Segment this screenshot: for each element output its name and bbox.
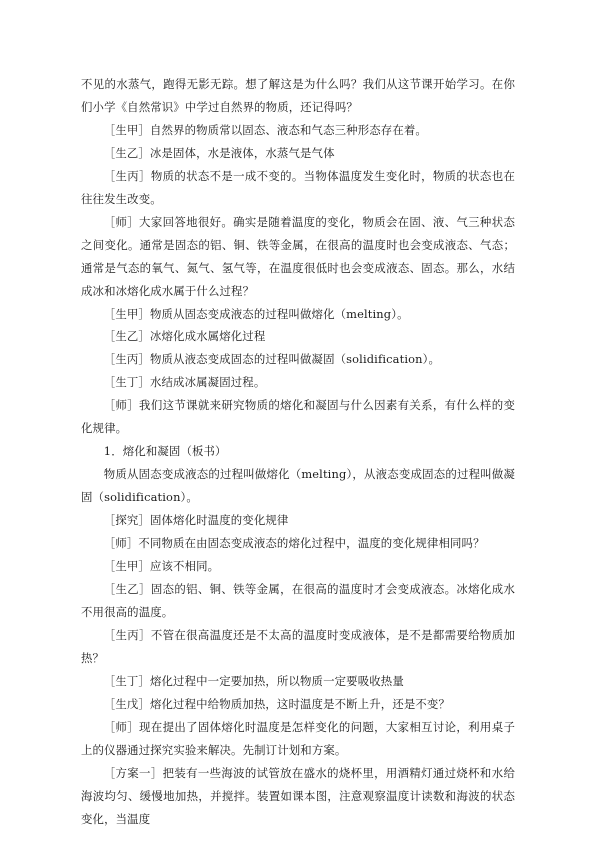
paragraph: ［师］大家回答地很好。确实是随着温度的变化，物质会在固、液、气三种状态之间变化。通常是固态的铝、铜、铁等金属，在很高的温度时也会变成液态、气态；通常是气态的氧气、氮气、氢气等，在温度很低时也会变成液态、固态。那么，水结成冰和冰熔化成水属于什么过程？ [81, 214, 515, 298]
paragraph: ［师］我们这节课就来研究物质的熔化和凝固与什么因素有关系，有什么样的变化规律。 [81, 398, 515, 436]
paragraph: ［生丁］水结成冰属凝固过程。 [103, 375, 266, 390]
paragraph: ［生丙］物质从液态变成固态的过程叫做凝固（solidification）。 [103, 352, 440, 367]
paragraph: ［生乙］冰熔化成水属熔化过程 [103, 329, 266, 344]
paragraph: 不见的水蒸气，跑得无影无踪。想了解这是为什么吗？我们从这节课开始学习。在你们小学《自然常识》中学过自然界的物质，还记得吗？ [81, 77, 515, 114]
paragraph: ［生甲］自然界的物质常以固态、液态和气态三种形态存在着。 [103, 122, 427, 137]
paragraph: ［师］现在提出了固体熔化时温度是怎样变化的问题，大家相互讨论，利用桌子上的仪器通过探究实验来解决。先制订计划和方案。 [81, 719, 515, 757]
paragraph: ［生乙］冰是固体，水是液体，水蒸气是气体 [103, 145, 335, 160]
paragraph: 物质从固态变成液态的过程叫做熔化（melting），从液态变成固态的过程叫做凝固（solidification）。 [81, 467, 515, 505]
paragraph: ［生甲］物质从固态变成液态的过程叫做熔化（melting）。 [103, 306, 409, 321]
paragraph: ［生甲］应该不相同。 [103, 559, 220, 574]
document-body [81, 73, 515, 830]
paragraph: ［生丁］熔化过程中一定要加热，所以物质一定要吸收热量 [103, 673, 404, 688]
paragraph: ［师］不同物质在由固态变成液态的熔化过程中，温度的变化规律相同吗？ [103, 536, 485, 551]
paragraph: ［生戊］熔化过程中给物质加热，这时温度是不断上升，还是不变？ [103, 696, 451, 711]
section-heading: 1．熔化和凝固（板书） [103, 444, 227, 459]
paragraph: ［生乙］固态的铝、铜、铁等金属，在很高的温度时才会变成液态。冰熔化成水不用很高的温度。 [81, 581, 515, 619]
paragraph: ［方案一］把装有一些海波的试管放在盛水的烧杯里，用酒精灯通过烧杯和水给海波均匀、缓慢地加热，并搅拌。装置如课本图，注意观察温度计读数和海波的状态变化，当温度 [81, 765, 515, 826]
paragraph: ［生丙］物质的状态不是一成不变的。当物体温度发生变化时，物质的状态也在往往发生改变。 [81, 168, 515, 206]
paragraph: ［探究］固体熔化时温度的变化规律 [103, 513, 289, 528]
paragraph: ［生丙］不管在很高温度还是不太高的温度时变成液体，是不是都需要给物质加热？ [81, 627, 515, 665]
